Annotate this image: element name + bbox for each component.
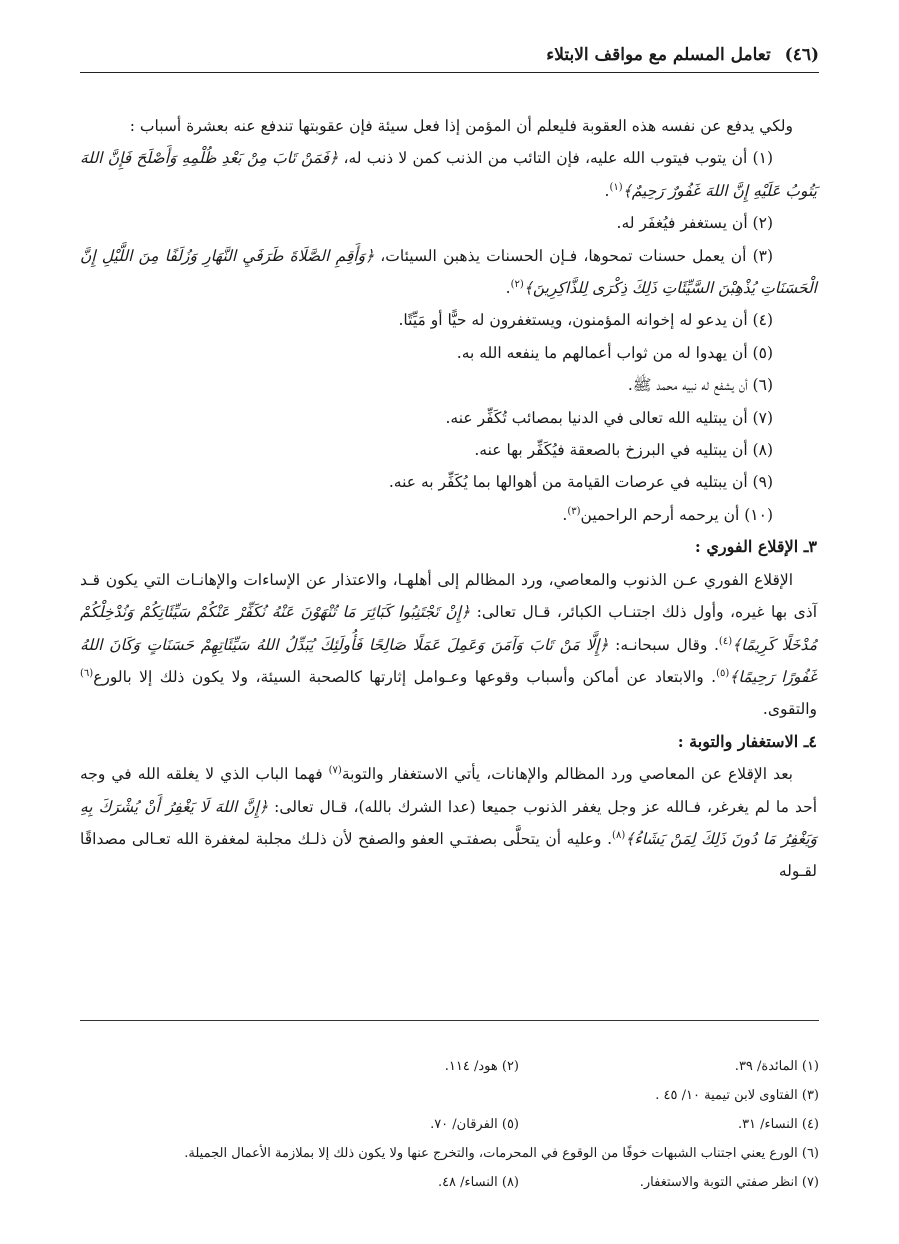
quran-verse: ﴿إِنْ تَجْتَنِبُوا كَبَائِرَ مَا تُنْهَوْنَ عَنْهُ نُكَفِّرْ عَنْكُمْ سَيِّئَاتِكُمْ وَنُدْخِلْكُمْ مُدْخَلًا كَرِيمًا﴾ [80, 603, 817, 654]
footnote-ref: (١) [609, 181, 623, 193]
footnote-row [80, 1081, 819, 1110]
footnote-ref: (٧) [328, 764, 342, 776]
footnote-row [80, 1052, 819, 1081]
page-body [80, 110, 817, 888]
footnote-8: (٨) النساء/ ٤٨. [437, 1175, 519, 1190]
page-number: (٤٦) [784, 45, 819, 65]
page-header [80, 40, 819, 73]
cause-4: (٤) أن يدعو له إخوانه المؤمنون، ويستغفرون له حيًّا أو مَيِّتًا. [398, 311, 773, 330]
footnote-ref: (٤) [718, 635, 733, 647]
cause-2: (٢) أن يستغفر فيُغفَر له. [616, 214, 773, 233]
footnote-ref: (٨) [612, 829, 626, 841]
footnote-1: (١) المائدة/ ٣٩. [734, 1059, 819, 1074]
footnote-divider [80, 1020, 819, 1021]
footnote-6: (٦) الورع يعني اجتناب الشبهات خوفًا من الوقوع في المحرمات، والتخرج عنها ولا يكون ذلك إلا بملازمة الأعمال الجميلة. [184, 1146, 819, 1161]
quran-verse: ﴿إِنَّ اللهَ لَا يَغْفِرُ أَنْ يُشْرَكَ بِهِ وَيَغْفِرُ مَا دُونَ ذَلِكَ لِمَنْ يَشَاءُ﴾ [80, 797, 818, 848]
footnote-row [80, 1168, 819, 1197]
footnotes [80, 1052, 819, 1197]
footnote-ref: (٢) [510, 278, 524, 290]
intro-paragraph: ولكي يدفع عن نفسه هذه العقوبة فليعلم أن المؤمن إذا فعل سيئة فإن عقوبتها تندفع عنه بعشرة أسباب : [129, 117, 793, 135]
quran-verse: ﴿إِلَّا مَنْ تَابَ وَآمَنَ وَعَمِلَ عَمَلًا صَالِحًا فَأُولَئِكَ يُبَدِّلُ اللهُ سَيِّئَاتِهِمْ حَسَنَاتٍ وَكَانَ اللهُ غَفُورًا رَحِيمًا﴾ [80, 635, 817, 686]
cause-1: (١) أن يتوب فيتوب الله عليه، فإن التائب من الذنب كمن لا ذنب له، ﴿فَمَنْ تَابَ مِنْ بَعْدِ ظُلْمِهِ وَأَصْلَحَ فَإِنَّ اللهَ يَتُوبُ عَلَيْهِ إِنَّ اللهَ غَفُورٌ رَحِيمٌ﴾$^{(١)}$. [80, 149, 817, 200]
cause-3: (٣) أن يعمل حسنات تمحوها، فـإن الحسنات يذهبن السيئات، ﴿وَأَقِمِ الصَّلَاةَ طَرَفَيِ النَّهَارِ وَزُلَفًا مِنَ اللَّيْلِ إِنَّ الْحَسَنَاتِ يُذْهِبْنَ السَّيِّئَاتِ ذَلِكَ ذِكْرَى لِلذَّاكِرِينَ﴾$^{(٢)}$. [80, 246, 817, 298]
footnote-row [80, 1139, 819, 1168]
footnote-5: (٥) الفرقان/ ٧٠. [430, 1117, 519, 1132]
cause-8: (٨) أن يبتليه في البرزخ بالصعقة فيُكَفِّر بها عنه. [474, 441, 773, 460]
section-4-paragraph: بعد الإقلاع عن المعاصي ورد المظالم والإهانات، يأتي الاستغفار والتوبة$^{(٧)}$ فهما الباب الذي لا يغلقه الله في وجه أحد ما لم يغرغر، فـالله عز وجل يغفر الذنوب جميعا (عدا الشرك بالله)، قـال تعالى: ﴿إِنَّ اللهَ لَا يَغْفِرُ أَنْ يُشْرَكَ بِهِ وَيَغْفِرُ مَا دُونَ ذَلِكَ لِمَنْ يَشَاءُ﴾$^{(٨)}$. وعليه أن يتحلَّى بصفتـي العفو والصفح لأن ذلـك مجلبة لمغفرة الله تعـالى مصداقًا لقـوله [80, 764, 818, 881]
footnote-2: (٢) هود/ ١١٤. [444, 1059, 519, 1074]
cause-9: (٩) أن يبتليه في عرصات القيامة من أهوالها بما يُكَفِّر به عنه. [388, 473, 773, 492]
quran-verse: ﴿وَأَقِمِ الصَّلَاةَ طَرَفَيِ النَّهَارِ وَزُلَفًا مِنَ اللَّيْلِ إِنَّ الْحَسَنَاتِ يُذْهِبْنَ السَّيِّئَاتِ ذَلِكَ ذِكْرَى لِلذَّاكِرِينَ﴾ [80, 246, 817, 298]
footnote-ref: (٥) [716, 667, 730, 679]
cause-6: (٦) أن يشفع له نبيه محمد ﷺ. [627, 376, 773, 395]
section-3-paragraph: الإقلاع الفوري عـن الذنوب والمعاصي، ورد المظالم إلى أهلهـا، والاعتذار عن الإساءات والإهانـات التي يكون قـد آذى بها غيره، وأول ذلك اجتنـاب الكبائر، قـال تعالى: ﴿إِنْ تَجْتَنِبُوا كَبَائِرَ مَا تُنْهَوْنَ عَنْهُ نُكَفِّرْ عَنْكُمْ سَيِّئَاتِكُمْ وَنُدْخِلْكُمْ مُدْخَلًا كَرِيمًا﴾$^{(٤)}$. وقال سبحانـه: ﴿إِلَّا مَنْ تَابَ وَآمَنَ وَعَمِلَ عَمَلًا صَالِحًا فَأُولَئِكَ يُبَدِّلُ اللهُ سَيِّئَاتِهِمْ حَسَنَاتٍ وَكَانَ اللهُ غَفُورًا رَحِيمًا﴾$^{(٥)}$. والابتعاد عن أماكن وأسباب وقوعها وعـوامل إثارتها كالصحبة السيئة، ولا يكون ذلك إلا بالورع$^{(٦)}$ والتقوى. [80, 570, 817, 719]
section-3-heading: ٣ـ الإقلاع الفوري : [694, 537, 817, 557]
cause-5: (٥) أن يهدوا له من ثواب أعمالهم ما ينفعه الله به. [456, 343, 773, 362]
footnote-ref: (٦) [80, 667, 94, 679]
footnote-4: (٤) النساء/ ٣١. [737, 1117, 819, 1132]
book-title: تعامل المسلم مع مواقف الابتلاء [546, 45, 771, 65]
quran-verse: ﴿فَمَنْ تَابَ مِنْ بَعْدِ ظُلْمِهِ وَأَصْلَحَ فَإِنَّ اللهَ يَتُوبُ عَلَيْهِ إِنَّ اللهَ غَفُورٌ رَحِيمٌ﴾ [80, 149, 817, 200]
footnote-3: (٣) الفتاوى لابن تيمية ١٠/ ٤٥ . [655, 1088, 819, 1103]
cause-7: (٧) أن يبتليه الله تعالى في الدنيا بمصائب تُكَفِّر عنه. [445, 408, 773, 427]
footnote-row [80, 1110, 819, 1139]
footnote-7: (٧) انظر صفتي التوبة والاستغفار. [639, 1175, 819, 1190]
footnote-ref: (٣) [567, 505, 581, 517]
cause-10: (١٠) أن يرحمه أرحم الراحمين$^{(٣)}$. [562, 505, 773, 524]
section-4-heading: ٤ـ الاستغفار والتوبة : [677, 731, 817, 751]
